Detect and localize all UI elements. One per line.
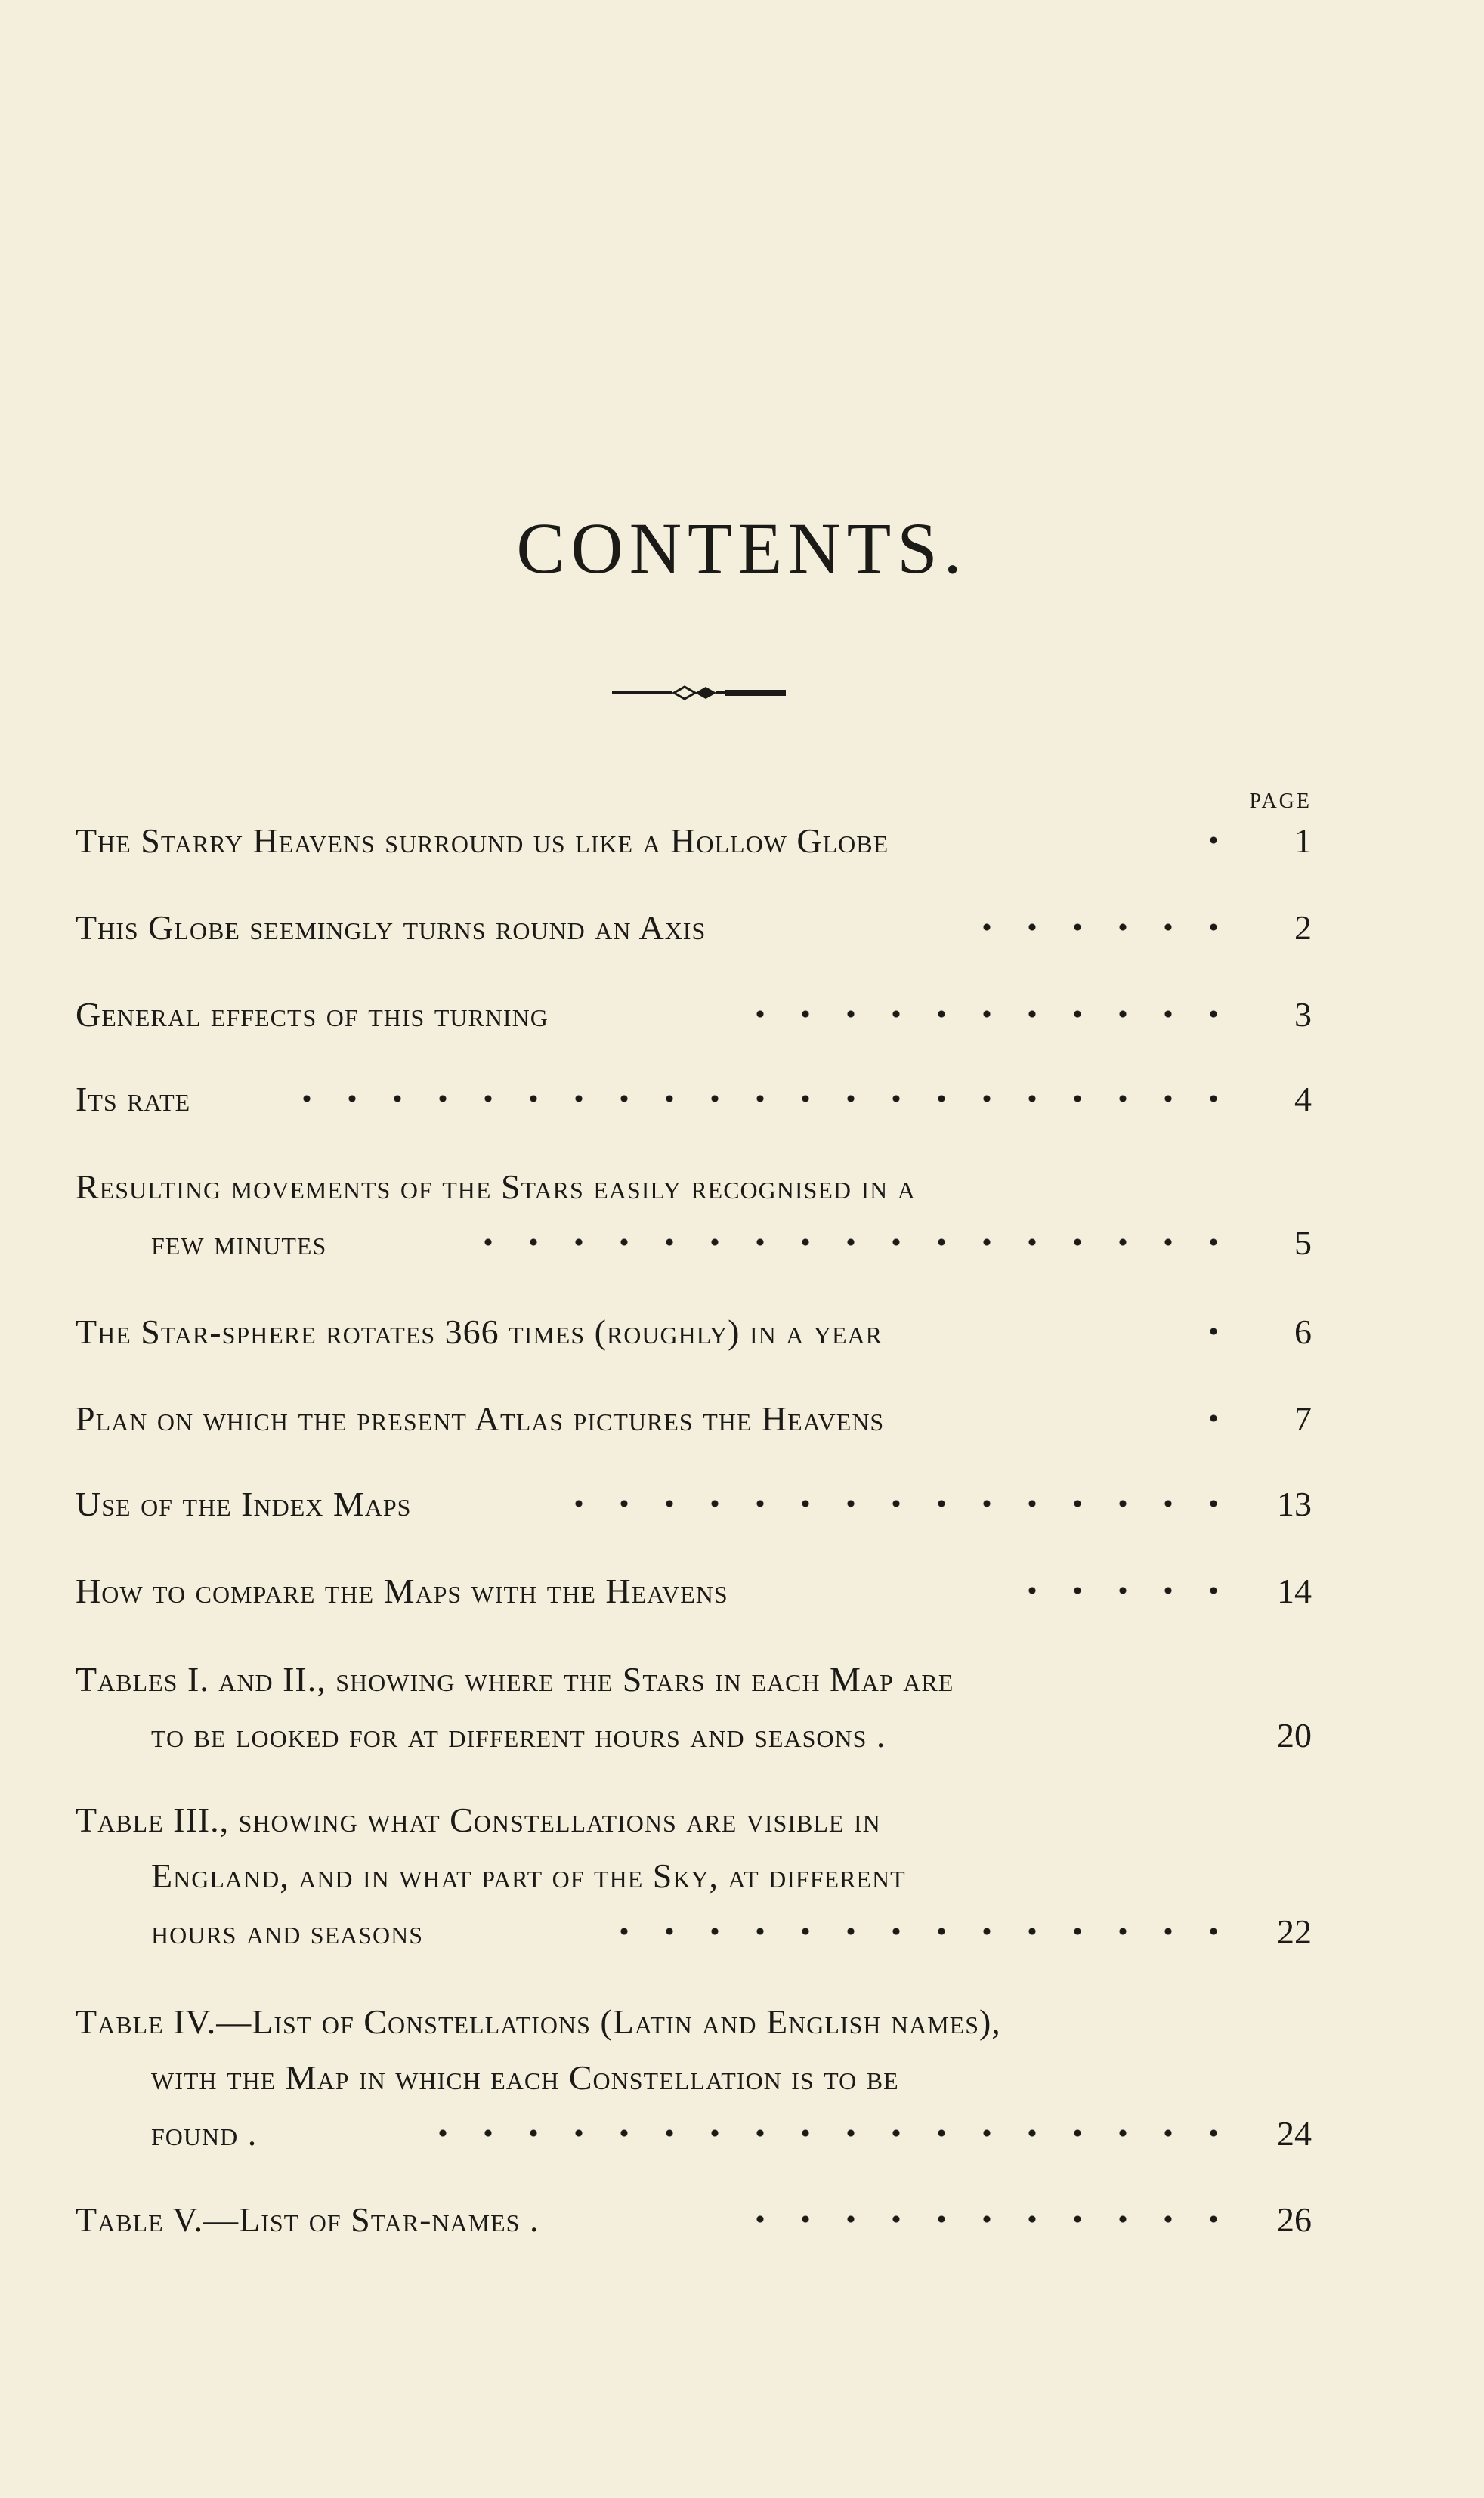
page-column-heading: PAGE [1249,790,1312,813]
toc-entry-text: Table III., showing what Constellations are visible in [76,1801,881,1839]
toc-entry-text: Its rate [76,1080,191,1118]
toc-page-number: 3 [1294,995,1312,1034]
toc-page-number: 7 [1294,1399,1312,1438]
page-title: CONTENTS. [516,508,968,589]
toc-entry-text: Use of the Index Maps [76,1485,412,1523]
toc-entry-text: The Starry Heavens surround us like a Hollow Globe [76,821,889,860]
toc-entry [76,1312,1312,1351]
toc-entry-text: hours and seasons [151,1912,424,1951]
toc-entry-text: The Star-sphere rotates 366 times (roughly) in a year [76,1312,883,1351]
toc-page-number: 26 [1277,2200,1312,2239]
toc-page-number: 2 [1294,908,1312,947]
toc-entry [76,821,1312,860]
toc-page-number: 14 [1277,1572,1312,1610]
toc-entry-text: Table IV.—List of Constellations (Latin and English names), [76,2002,1001,2041]
toc-entry-text: Resulting movements of the Stars easily recognised in a [76,1167,916,1206]
toc-entry-text: This Globe seemingly turns round an Axis [76,908,706,947]
toc-entry-text: How to compare the Maps with the Heavens [76,1572,728,1610]
toc-page-number: 1 [1294,821,1312,860]
toc-entry [76,1082,1312,1117]
toc-entry [76,2200,1312,2239]
toc-entry-text: to be looked for at different hours and seasons . [151,1716,886,1754]
toc-entry [76,910,1312,945]
toc-entry-text: with the Map in which each Constellation is to be [151,2058,899,2097]
toc-page-number: 6 [1294,1312,1312,1351]
toc-entry-text: few minutes [151,1223,327,1262]
toc-entry [76,1662,1312,1753]
toc-entry [76,1487,1312,1522]
toc-entry [76,1167,1312,1262]
toc-entry-text: Table V.—List of Star-names . [76,2200,539,2239]
title-ornament [612,684,786,702]
toc-page-number: 13 [1277,1485,1312,1523]
toc-entry-text: Plan on which the present Atlas pictures the Heavens [76,1399,885,1438]
toc-entry-text: found . [151,2114,258,2153]
toc-entry [76,1803,1312,1949]
toc-page-number: 5 [1294,1223,1312,1262]
toc-entry [76,1574,1312,1609]
toc-entry [76,2002,1312,2153]
toc-page-number: 22 [1277,1912,1312,1951]
toc-entry [76,997,1312,1032]
toc-page-number: 24 [1277,2114,1312,2153]
toc-entry-text: England, and in what part of the Sky, at different [151,1856,906,1895]
toc-entry [76,1399,1312,1438]
toc-page-number: 4 [1294,1080,1312,1118]
toc-entry-text: General effects of this turning [76,995,549,1034]
toc-page-number: 20 [1277,1716,1312,1754]
toc-entry-text: Tables I. and II., showing where the Stars in each Map are [76,1660,954,1699]
